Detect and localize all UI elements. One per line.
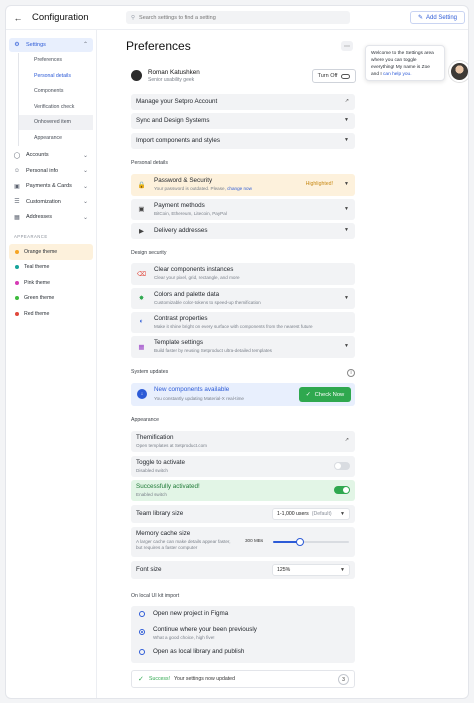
check-icon: ✓ — [138, 676, 144, 683]
turn-off-button[interactable] — [312, 69, 356, 83]
tooltip-text: Welcome to the Settings area where you can toggle everything! My name is Zoe and I — [371, 51, 434, 77]
trash-icon: ⌫ — [136, 270, 147, 278]
row-themification[interactable] — [131, 431, 355, 452]
row-title: Import components and styles — [136, 137, 220, 144]
lock-icon: 🔒 — [137, 181, 146, 189]
font-size-select[interactable] — [272, 564, 350, 576]
user-card — [131, 69, 356, 85]
assistant-tooltip — [365, 45, 445, 81]
check-icon: ✓ — [305, 391, 311, 398]
theme-label: Red theme — [24, 310, 50, 317]
row-toggle-activate — [131, 456, 355, 477]
color-dot-icon — [15, 265, 19, 269]
radio-button-selected[interactable] — [139, 629, 145, 635]
user-name: Roman Katushken — [148, 69, 200, 76]
color-dot-icon — [15, 312, 19, 316]
row-contrast-properties[interactable] — [131, 312, 355, 333]
search-icon: ⚲ — [131, 14, 136, 21]
option-new-project[interactable] — [131, 606, 355, 622]
row-subtitle — [154, 186, 252, 191]
chevron-down-icon: ▼ — [344, 137, 349, 143]
chevron-down-icon: ▼ — [344, 206, 349, 212]
external-link-icon: ↗ — [344, 98, 349, 104]
row-title: Manage your Setpro Account — [136, 98, 218, 105]
search-input[interactable] — [139, 15, 339, 21]
option-title: Open as local library and publish — [153, 648, 245, 655]
sidebar-item-settings[interactable] — [9, 38, 93, 52]
success-text: Your settings now updated — [174, 676, 235, 682]
row-title: Payment methods — [154, 202, 205, 209]
theme-label: Green theme — [24, 295, 55, 302]
row-title: Toggle to activate — [136, 459, 186, 466]
chevron-down-icon: ▼ — [344, 117, 349, 123]
row-payment-methods[interactable] — [131, 199, 355, 220]
section-personal-details: Personal details — [131, 160, 168, 166]
row-font-size — [131, 561, 355, 579]
row-title: Successfully activated! — [136, 483, 200, 490]
cache-slider-thumb[interactable] — [296, 538, 304, 546]
row-title: New components available — [154, 386, 230, 393]
chevron-down-icon: ⌄ — [82, 183, 88, 190]
contrast-icon: ◐ — [139, 318, 144, 325]
pencil-icon: ✎ — [417, 15, 423, 21]
toggle-icon — [341, 74, 350, 79]
success-strong: Success! — [149, 676, 171, 682]
sidebar-sub-preferences[interactable]: Preferences — [18, 53, 93, 69]
color-dot-icon — [15, 296, 19, 300]
row-title: Font size — [136, 566, 162, 573]
row-subtitle: Enabled switch — [136, 492, 167, 497]
row-subtitle: Disabled switch — [136, 468, 168, 473]
row-subtitle: Customizable color-tokens to speed-up themification — [154, 300, 261, 305]
row-subtitle: A larger cache can make details appear faster, but requires a faster computer — [136, 539, 231, 550]
radio-button[interactable] — [139, 611, 145, 617]
chevron-down-icon: ▼ — [340, 567, 345, 573]
chevron-down-icon: ▼ — [344, 181, 349, 187]
row-colors-palette[interactable] — [131, 288, 355, 309]
radio-button[interactable] — [139, 649, 145, 655]
chevron-down-icon: ▼ — [344, 343, 349, 349]
row-subtitle: Make it shine bright on every surface with components from the nearest future — [154, 324, 313, 329]
appearance-heading: APPEARANCE — [14, 234, 48, 239]
section-figma-import: On local UI kit import — [131, 593, 180, 599]
sidebar-item-label: Personal info — [26, 167, 59, 174]
arrow-left-icon[interactable]: ← — [13, 12, 23, 23]
app-window — [5, 5, 469, 699]
building-icon: ▦ — [14, 214, 20, 221]
sidebar-item-addresses[interactable] — [9, 210, 93, 226]
row-password-security[interactable] — [131, 174, 355, 196]
figma-options-group — [131, 606, 355, 663]
chevron-down-icon: ⌄ — [82, 199, 88, 206]
disabled-switch[interactable] — [334, 462, 350, 470]
row-manage-account[interactable] — [131, 94, 355, 110]
row-title: Template settings — [154, 339, 204, 346]
chevron-down-icon: ▼ — [344, 295, 349, 301]
sidebar-sub-verification[interactable]: Verification check — [18, 99, 93, 115]
info-icon[interactable]: i — [347, 369, 355, 377]
sidebar-item-personal-info[interactable] — [9, 163, 93, 179]
cache-value: 300 MBs — [245, 538, 264, 543]
sidebar — [6, 30, 97, 699]
row-clear-components[interactable] — [131, 263, 355, 285]
person-icon: ☺ — [13, 167, 21, 174]
truck-icon: ▶ — [139, 227, 144, 235]
row-title: Colors and palette data — [154, 291, 220, 298]
change-now-link[interactable]: change now — [227, 186, 252, 191]
assistant-avatar[interactable] — [449, 61, 469, 82]
option-title: Continue where your been previously — [153, 626, 257, 633]
chevron-down-icon: ⌄ — [82, 168, 88, 175]
user-role: Senior usability geek — [148, 77, 195, 83]
option-title: Open new project in Figma — [153, 610, 229, 617]
chevron-up-icon: ⌃ — [82, 42, 88, 49]
more-dots-icon[interactable]: ⋯ — [341, 41, 353, 51]
palette-icon: ✸ — [138, 294, 145, 302]
row-import-components[interactable] — [131, 133, 355, 149]
theme-green[interactable] — [9, 291, 93, 307]
top-bar — [6, 6, 469, 30]
row-title: Contrast properties — [154, 315, 208, 322]
theme-label: Pink theme — [24, 279, 50, 286]
row-title: Password & Security — [154, 177, 213, 184]
row-activated — [131, 480, 355, 501]
gear-icon: ⚙ — [14, 42, 20, 49]
turn-off-label: Turn Off — [317, 73, 338, 79]
sidebar-sub-components[interactable]: Components — [18, 84, 93, 100]
sidebar-item-label: Payments & Cards — [26, 183, 72, 190]
sidebar-item-payments[interactable] — [9, 179, 93, 195]
theme-red[interactable] — [9, 306, 93, 322]
row-subtitle: Open templates at Setproduct.com — [136, 443, 207, 448]
row-title: Clear components instances — [154, 266, 234, 273]
option-subtitle: What a good choice, high five! — [153, 635, 215, 640]
theme-teal[interactable] — [9, 260, 93, 276]
theme-pink[interactable] — [9, 275, 93, 291]
template-icon: ▦ — [138, 343, 145, 351]
user-circle-icon: ◯ — [13, 152, 21, 159]
team-library-select[interactable] — [272, 508, 350, 520]
success-banner — [131, 670, 355, 688]
theme-orange[interactable] — [9, 244, 93, 260]
chevron-down-icon: ▼ — [340, 511, 345, 517]
option-local-library[interactable] — [131, 644, 355, 662]
app-title: Configuration — [32, 12, 89, 23]
row-title: Team library size — [136, 510, 184, 517]
row-subtitle: Build faster by reusing Setproduct ultra-detailed templates — [154, 348, 272, 353]
password-subtitle-text: Your password is outdated. Please, — [154, 186, 228, 191]
download-icon: ↓ — [137, 389, 147, 399]
chevron-down-icon: ▼ — [344, 227, 349, 233]
chevron-down-icon: ⌄ — [82, 214, 88, 221]
select-value: 125% — [277, 567, 291, 573]
enabled-switch[interactable] — [334, 486, 350, 494]
tooltip-link[interactable]: can help you. — [383, 72, 412, 77]
color-dot-icon — [15, 281, 19, 285]
external-link-icon: ↗ — [344, 437, 349, 443]
sidebar-item-label: Addresses — [26, 214, 52, 221]
row-title: Memory cache size — [136, 530, 191, 537]
theme-label: Teal theme — [24, 264, 50, 271]
row-new-components — [131, 383, 355, 406]
sidebar-item-label: Accounts — [26, 152, 49, 159]
select-default: (Default) — [311, 511, 332, 517]
section-appearance: Appearance — [131, 417, 159, 423]
row-title: Delivery addresses — [154, 227, 208, 234]
option-continue[interactable] — [131, 623, 355, 643]
chevron-down-icon: ⌄ — [82, 152, 88, 159]
section-design-security: Design security — [131, 250, 167, 256]
avatar — [131, 70, 142, 81]
row-title: Themification — [136, 434, 174, 441]
select-value: 1-1,000 users — [277, 511, 309, 517]
sidebar-item-label: Customization — [26, 198, 61, 205]
row-delivery-addresses[interactable] — [131, 223, 355, 239]
highlighted-badge: Highlighted! — [305, 181, 333, 187]
main-content — [126, 39, 356, 683]
section-system-updates: System updates — [131, 369, 169, 375]
check-now-button[interactable] — [299, 387, 351, 402]
check-now-label: Check Now — [314, 391, 345, 398]
row-memory-cache — [131, 527, 355, 557]
card-icon: ▣ — [138, 205, 145, 213]
add-setting-button[interactable] — [410, 11, 465, 24]
sidebar-item-label: Settings — [26, 41, 46, 48]
row-subtitle: You constantly updating Material-X real-time — [154, 396, 244, 401]
row-subtitle: BitCoin, Ethereum, Litecoin, PayPal — [154, 211, 227, 216]
row-template-settings[interactable] — [131, 336, 355, 358]
sidebar-sub-appearance[interactable]: Appearance — [18, 130, 93, 146]
add-setting-label: Add Setting — [426, 14, 458, 21]
sliders-icon: ☰ — [14, 199, 20, 206]
search-bar[interactable] — [126, 11, 350, 24]
cache-slider-track[interactable] — [273, 541, 349, 543]
page-title: Preferences — [126, 39, 191, 53]
card-icon: ▣ — [14, 183, 20, 190]
sidebar-sub-onhovered[interactable]: Onhovered item — [18, 115, 93, 131]
sidebar-sub-personal-details[interactable]: Personal details — [18, 68, 93, 84]
sidebar-item-customization[interactable] — [9, 194, 93, 210]
countdown-badge: 3 — [338, 674, 349, 685]
theme-label: Orange theme — [24, 248, 58, 255]
color-dot-icon — [15, 250, 19, 254]
sidebar-item-accounts[interactable] — [9, 148, 93, 164]
row-sync-design[interactable] — [131, 113, 355, 129]
row-subtitle: Clear your pixel, grid, rectangle, and more — [154, 275, 240, 280]
row-title: Sync and Design Systems — [136, 117, 210, 124]
row-team-library — [131, 505, 355, 523]
